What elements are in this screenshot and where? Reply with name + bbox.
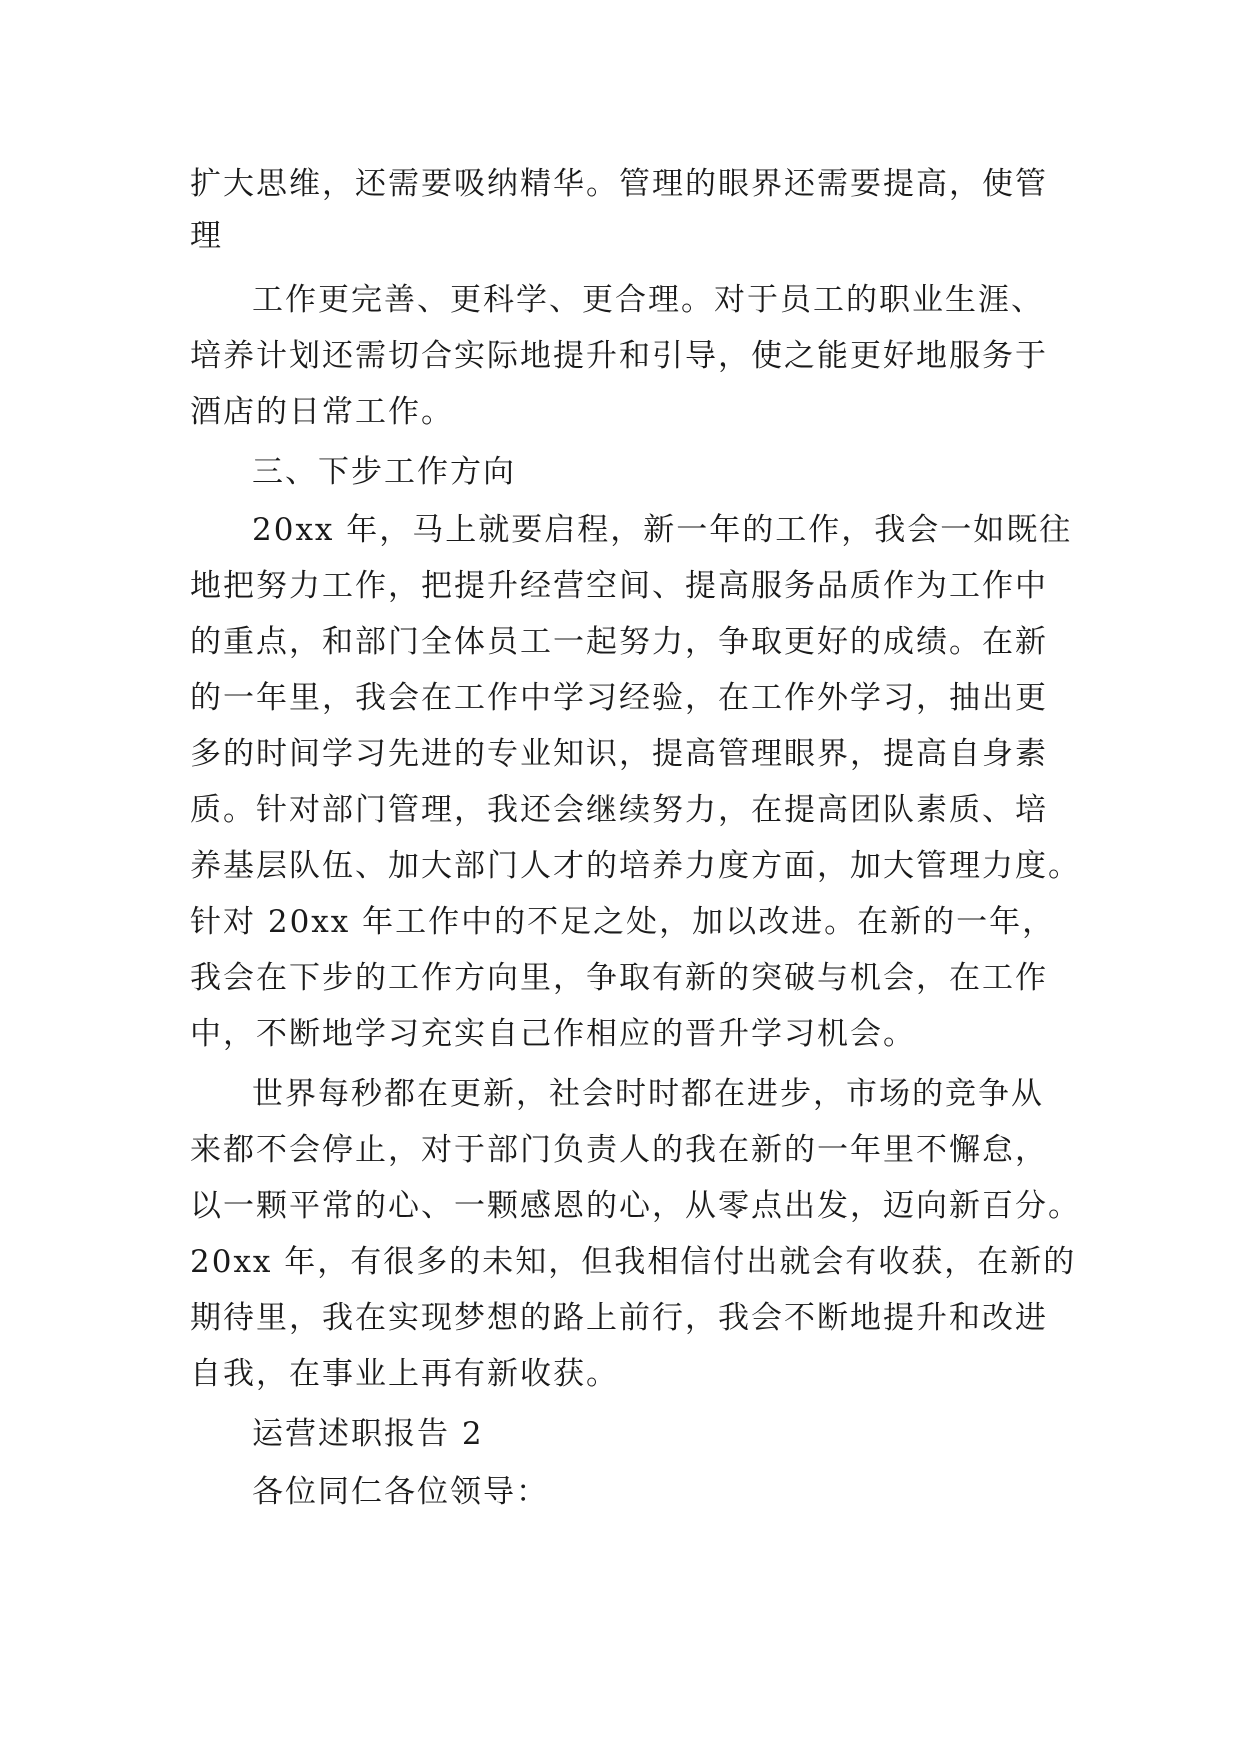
text-line: 期待里，我在实现梦想的路上前行，我会不断地提升和改进 bbox=[190, 1300, 1048, 1336]
text-line: 中，不断地学习充实自己作相应的晋升学习机会。 bbox=[190, 1016, 916, 1052]
text-line: 扩大思维，还需要吸纳精华。管理的眼界还需要提高，使管 bbox=[190, 166, 1048, 202]
text-line: 以一颗平常的心、一颗感恩的心，从零点出发，迈向新百分。 bbox=[190, 1188, 1081, 1224]
text-line: 20xx 年，有很多的未知，但我相信付出就会有收获，在新的 bbox=[190, 1244, 1077, 1280]
text-line: 的重点，和部门全体员工一起努力，争取更好的成绩。在新 bbox=[190, 624, 1048, 660]
text-line: 20xx 年，马上就要启程，新一年的工作，我会一如既往 bbox=[252, 512, 1073, 548]
text-line: 自我，在事业上再有新收获。 bbox=[190, 1356, 619, 1392]
text-line: 工作更完善、更科学、更合理。对于员工的职业生涯、 bbox=[252, 282, 1044, 318]
text-line: 多的时间学习先进的专业知识，提高管理眼界，提高自身素 bbox=[190, 736, 1048, 772]
text-line: 质。针对部门管理，我还会继续努力，在提高团队素质、培 bbox=[190, 792, 1048, 828]
text-line: 地把努力工作，把提升经营空间、提高服务品质作为工作中 bbox=[190, 568, 1048, 604]
salutation: 各位同仁各位领导： bbox=[252, 1474, 549, 1510]
report-title: 运营述职报告 2 bbox=[252, 1416, 484, 1452]
text-line: 的一年里，我会在工作中学习经验，在工作外学习，抽出更 bbox=[190, 680, 1048, 716]
text-line: 来都不会停止，对于部门负责人的我在新的一年里不懈怠， bbox=[190, 1132, 1048, 1168]
text-line: 针对 20xx 年工作中的不足之处，加以改进。在新的一年， bbox=[190, 904, 1056, 940]
text-line: 培养计划还需切合实际地提升和引导，使之能更好地服务于 bbox=[190, 338, 1048, 374]
section-heading: 三、下步工作方向 bbox=[252, 454, 516, 490]
text-line: 世界每秒都在更新，社会时时都在进步，市场的竞争从 bbox=[252, 1076, 1044, 1112]
text-line: 理 bbox=[190, 218, 223, 254]
text-line: 我会在下步的工作方向里，争取有新的突破与机会，在工作 bbox=[190, 960, 1048, 996]
text-line: 酒店的日常工作。 bbox=[190, 394, 454, 430]
text-line: 养基层队伍、加大部门人才的培养力度方面，加大管理力度。 bbox=[190, 848, 1081, 884]
